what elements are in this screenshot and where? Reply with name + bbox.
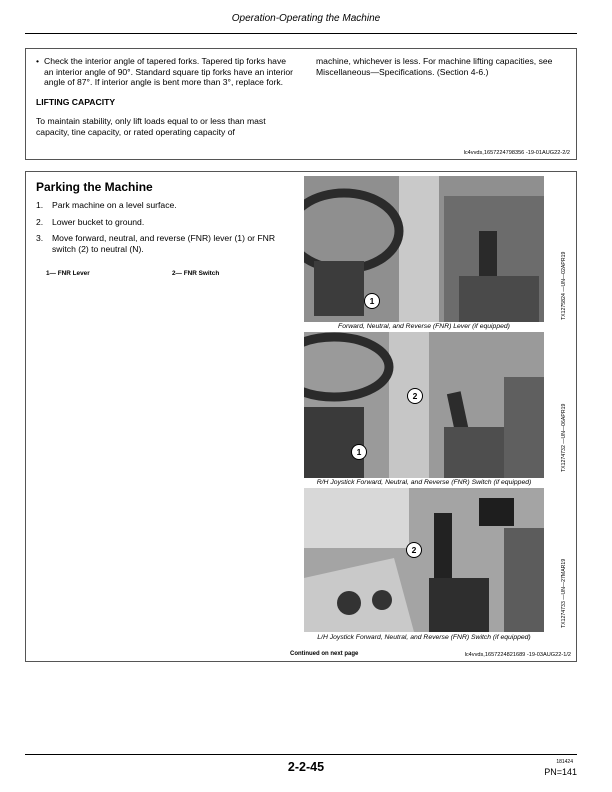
step-number: 2. <box>36 216 44 227</box>
callout-1: 1 <box>351 444 367 460</box>
section-title: Parking the Machine <box>36 180 153 194</box>
left-column <box>36 56 294 138</box>
legend-fnr-switch: 2— FNR Switch <box>172 270 220 277</box>
image-caption-2: R/H Joystick Forward, Neutral, and Reverse (FNR) Switch (if equipped) <box>316 479 532 486</box>
step-number: 3. <box>36 233 44 244</box>
image-id-code-2: TX1274732 —UN—06APR19 <box>561 403 567 472</box>
callout-1: 1 <box>364 293 380 309</box>
parking-box <box>25 171 577 662</box>
bullet-text: Check the interior angle of tapered forks. Tapered tip forks have an interior angle of 90°. Standard square tip forks have an interior angle of 87°. If interior angle is bent more than 3°, replace fork. <box>44 56 293 88</box>
parking-reference-code: lc4vvds,1657224821689 -19-03AUG22-1/2 <box>464 652 571 658</box>
image-id-code-3: TX1274733 —UN—27MAR19 <box>561 558 567 628</box>
legend-fnr-lever: 1— FNR Lever <box>46 270 90 277</box>
step-number: 1. <box>36 200 44 210</box>
continued-note: Continued on next page <box>290 651 359 657</box>
step-text: Lower bucket to ground. <box>52 216 145 227</box>
image-caption-1: Forward, Neutral, and Reverse (FNR) Lever (if equipped) <box>338 323 510 330</box>
footer-small-code: 181424 <box>556 759 573 765</box>
callout-2: 2 <box>406 542 422 558</box>
lh-joystick-illustration <box>304 488 544 632</box>
steps-list <box>36 200 296 260</box>
paragraph-left: To maintain stability, only lift loads equal to or less than mast capacity, tine capacity, or rated operating capacity of <box>36 116 266 137</box>
rh-joystick-photo <box>304 332 544 478</box>
image-caption-3: L/H Joystick Forward, Neutral, and Reverse (FNR) Switch (if equipped) <box>317 634 531 641</box>
page-header-title: Operation-Operating the Machine <box>231 13 381 24</box>
bullet-item <box>36 56 294 88</box>
top-content-box <box>25 48 577 160</box>
bullet-dot-icon: • <box>36 56 40 66</box>
paragraph-right: machine, whichever is less. For machine lifting capacities, see Miscellaneous—Specifications. (Section 4-6.) <box>316 56 553 77</box>
step-text: Move forward, neutral, and reverse (FNR) lever (1) or FNR switch (2) to neutral (N). <box>52 233 276 254</box>
image-id-code-1: TX1275824 —UN—02APR19 <box>561 251 567 320</box>
step-item <box>36 217 296 228</box>
lh-joystick-photo <box>304 488 544 632</box>
subheading-lifting-capacity: LIFTING CAPACITY <box>36 96 116 107</box>
fnr-lever-photo <box>304 176 544 322</box>
cab-interior-illustration <box>304 176 544 322</box>
page-number: 2-2-45 <box>287 760 325 774</box>
callout-2: 2 <box>407 388 423 404</box>
step-item <box>36 200 296 211</box>
header-divider <box>25 33 577 34</box>
step-text: Park machine on a level surface. <box>52 200 177 210</box>
step-item <box>36 233 296 254</box>
footer-pn: PN=141 <box>544 767 577 777</box>
reference-code: lc4vvds,1657224798356 -19-01AUG22-2/2 <box>463 150 570 156</box>
footer-divider <box>25 754 577 755</box>
rh-joystick-illustration <box>304 332 544 478</box>
